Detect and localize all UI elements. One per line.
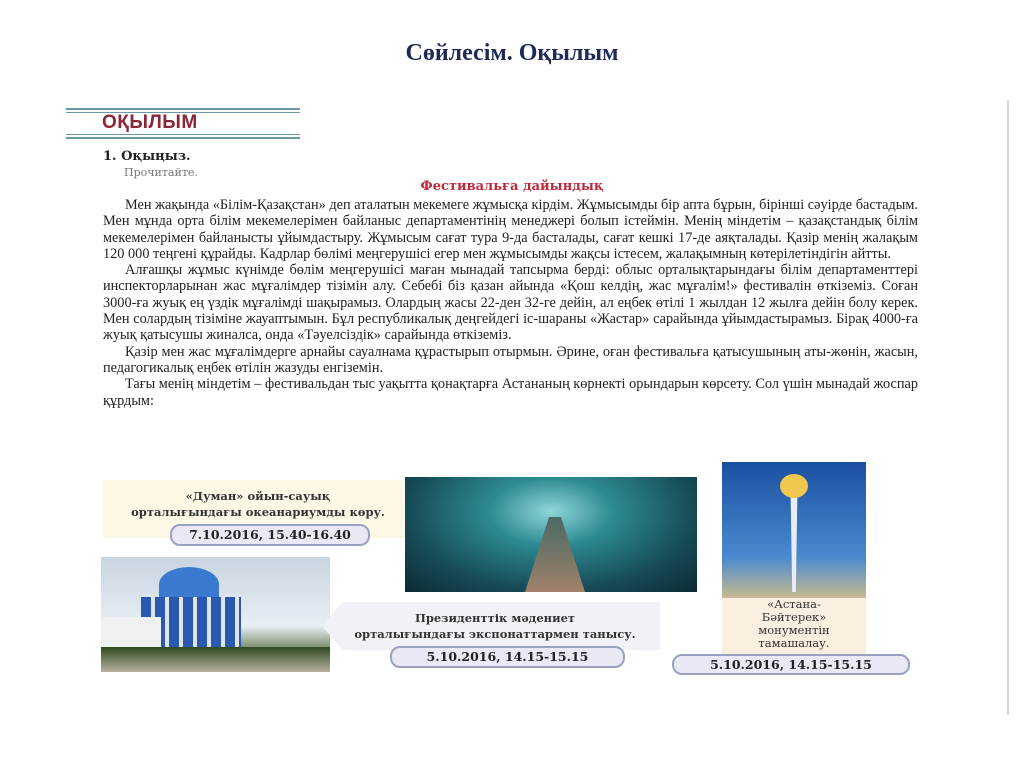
plan-text: орталығындағы экспонаттармен танысу. <box>354 627 636 641</box>
baiterek-photo <box>722 462 866 598</box>
paragraph: Тағы менің міндетім – фестивальдан тыс уақытта қонақтарға Астананың көрнекті орындарын көрсету. Сол үшін мынадай жоспар құрдым: <box>103 376 918 409</box>
paragraph: Қазір мен жас мұғалімдерге арнайы сауалнама құрастырып отырмын. Әрине, оған фестивальға қатысушының аты-жөнін, жасын, педагогикалық еңбек өтілін жазуды енгіземін. <box>103 343 918 376</box>
date-badge: 5.10.2016, 14.15-15.15 <box>390 646 625 668</box>
culture-center-photo <box>101 557 330 672</box>
oceanarium-photo <box>405 477 697 592</box>
divider <box>66 134 300 135</box>
slide-title: Сөйлесім. Оқылым <box>405 40 619 66</box>
text-title: Фестивальға дайындық <box>420 179 604 194</box>
plan-text: тамашалау. <box>758 636 830 650</box>
reading-text <box>103 197 918 409</box>
plan-text: орталығындағы океанариумды көру. <box>131 505 385 519</box>
date-badge: 7.10.2016, 15.40-16.40 <box>170 524 370 546</box>
divider <box>66 108 300 110</box>
divider <box>66 137 300 139</box>
plan-text: «Думан» ойын-сауық <box>185 489 331 503</box>
plan-text: Бәйтерек» <box>761 610 827 624</box>
section-heading: ОҚЫЛЫМ <box>102 112 198 133</box>
date-badge: 5.10.2016, 14.15-15.15 <box>672 654 910 675</box>
paragraph: Мен жақында «Білім-Қазақстан» деп аталатын мекемеге жұмысқа кірдім. Жұмысымды бір апта бұрын, бірінші сәуірде бастадым. Мен мұнда орта білім мекемелерімен байланыс департаментінің менеджері болып істеймін. Менің міндетім – қазақстандық білім мекемелерімен байланысты ұйымдастыру. Жұмысым сағат тура 9-да басталады, сағат кешкі 17-де аяқталады. Қазір менің жалақым 120 000 теңгені құрайды. Кадрлар бөлімі меңгерушісі егер мен жұмысымды жақсы істесем, жалақымның көтерілетіндігін айтты. <box>103 197 918 262</box>
plan-text: «Астана- <box>767 597 821 611</box>
plan-text: Президенттік мәдениет <box>414 611 576 625</box>
task-label: 1. Оқыңыз. <box>103 149 191 164</box>
task-translation: Прочитайте. <box>124 166 198 179</box>
paragraph: Алғашқы жұмыс күнімде бөлім меңгерушісі маған мынадай тапсырма берді: облыс орталықтарындағы білім департаменттері инспекторларынан жас мұғалімдер тізімін алу. Себебі біз қазан айында «Қош келдің, жас мұғалім!» фестивалін өткіземіз. Соған 3000-ға жуық ең үздік мұғалімді шақырамыз. Олардың жасы 22-ден 32-ге дейін, ал еңбек өтілі 1 жылдан 12 жылға дейін болу керек. Мен солардың тізіміне жауаптымын. Бұл республикалық деңгейдегі іс-шараны «Жастар» сарайында ұйымдастырамыз. Бірақ 4000-ға жуық қатысушы жиналса, онда «Тәуелсіздік» сарайында өткіземіз. <box>103 262 918 344</box>
plan-text: монументін <box>758 623 830 637</box>
